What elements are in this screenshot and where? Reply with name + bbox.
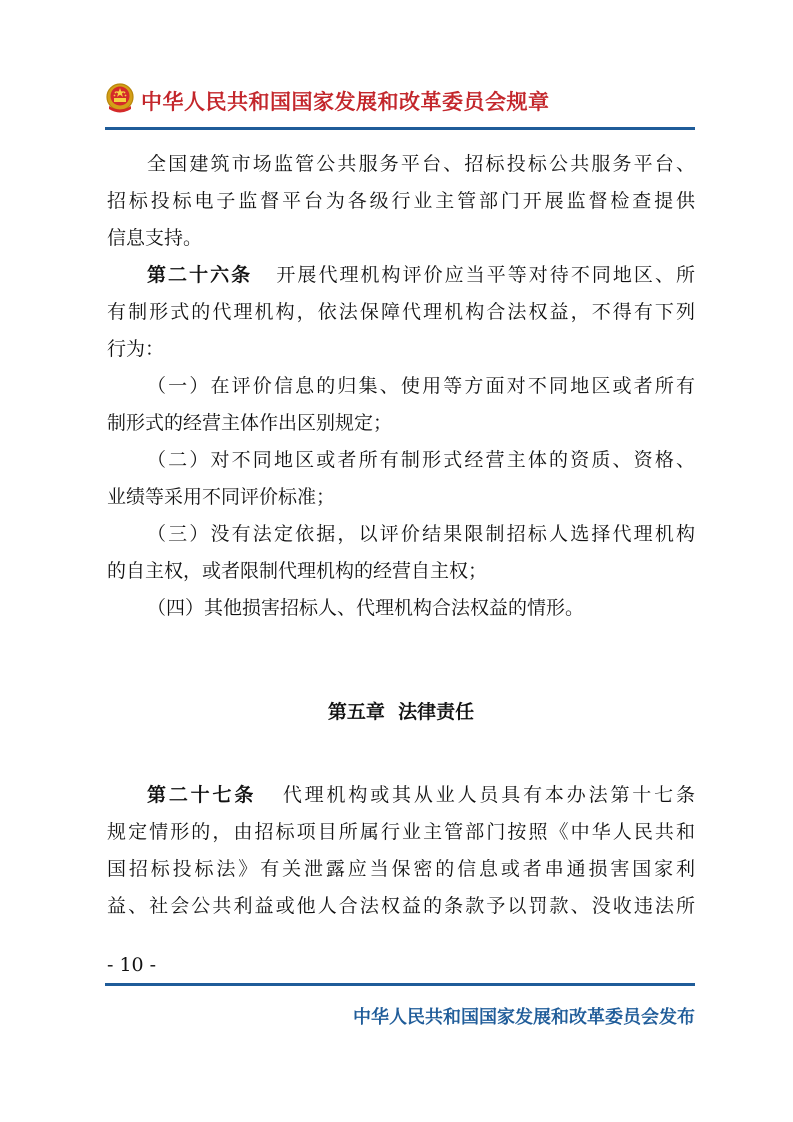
article-27 [107, 777, 695, 925]
article-26-item-2-cont: 业绩等采用不同评价标准； [107, 486, 336, 508]
article-26-line: 行为： [107, 338, 165, 360]
article-26-heading: 第二十六条 [147, 264, 253, 286]
article-27-text: 代理机构或其从业人员具有本办法第十七条 [282, 784, 695, 806]
article-26-item-1-cont: 制形式的经营主体作出区别规定； [107, 412, 393, 434]
article-27-line: 益、社会公共利益或他人合法权益的条款予以罚款、没收违法所 [107, 895, 695, 917]
article-27-heading: 第二十七条 [147, 784, 257, 806]
article-27-line: 国招标投标法》有关泄露应当保密的信息或者串通损害国家利 [107, 858, 695, 880]
article-26-text: 开展代理机构评价应当平等对待不同地区、所 [276, 264, 695, 286]
article-26-item-3: （三）没有法定依据，以评价结果限制招标人选择代理机构 [147, 523, 695, 545]
article-26-item-1: （一）在评价信息的归集、使用等方面对不同地区或者所有 [147, 375, 695, 397]
header-rule [105, 127, 695, 130]
national-emblem-icon [105, 82, 135, 116]
page-header [105, 80, 695, 126]
footer-publisher: 中华人民共和国国家发展和改革委员会发布 [353, 1007, 695, 1028]
article-26-line: 有制形式的代理机构，依法保障代理机构合法权益，不得有下列 [107, 301, 695, 323]
footer-rule [105, 983, 695, 986]
document-body [107, 146, 695, 627]
article-26-first-line [107, 257, 695, 294]
article-26-item-2: （二）对不同地区或者所有制形式经营主体的资质、资格、 [147, 449, 695, 471]
article-26-item-3-cont: 的自主权，或者限制代理机构的经营自主权； [107, 560, 488, 582]
article-27-first-line [107, 777, 695, 814]
article-27-line: 规定情形的，由招标项目所属行业主管部门按照《中华人民共和 [107, 821, 695, 843]
page-number: - 10 - [107, 954, 157, 976]
body-line: 全国建筑市场监管公共服务平台、招标投标公共服务平台、 [147, 153, 695, 175]
body-line: 信息支持。 [107, 227, 203, 249]
header-title: 中华人民共和国国家发展和改革委员会规章 [141, 90, 550, 114]
chapter-title: 第五章 法律责任 [327, 701, 475, 723]
body-line: 招标投标电子监督平台为各级行业主管部门开展监督检查提供 [107, 190, 695, 212]
article-26-item-4: （四）其他损害招标人、代理机构合法权益的情形。 [147, 597, 585, 619]
